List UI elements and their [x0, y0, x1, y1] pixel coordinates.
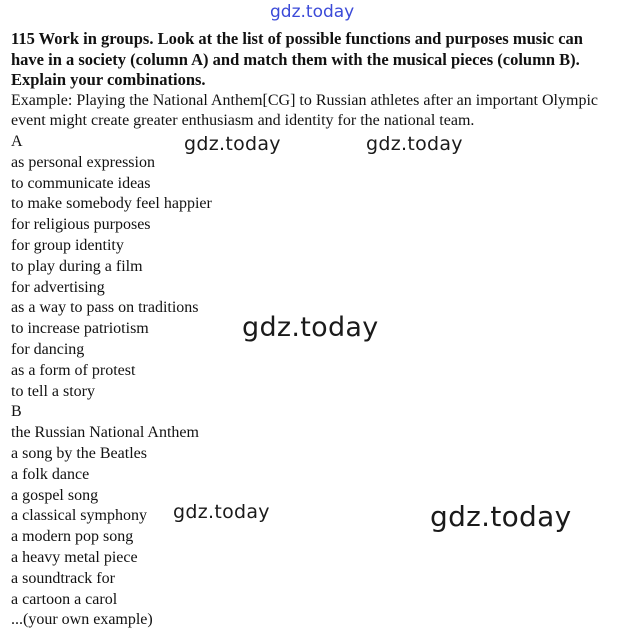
- list-item: as personal expression: [11, 153, 155, 171]
- list-item: to increase patriotism: [11, 320, 149, 338]
- list-item: a heavy metal piece: [11, 549, 138, 567]
- list-item: a song by the Beatles: [11, 445, 147, 463]
- list-item: a classical symphony: [11, 507, 147, 525]
- list-item: to play during a film: [11, 257, 143, 275]
- list-item: for dancing: [11, 341, 85, 359]
- list-item: ...(your own example): [11, 611, 153, 629]
- list-item: to tell a story: [11, 382, 95, 400]
- column-a-label: A: [11, 133, 23, 151]
- watermark-a1: gdz.today: [184, 133, 281, 155]
- list-item: as a way to pass on traditions: [11, 299, 199, 317]
- watermark-mid: gdz.today: [242, 312, 379, 343]
- list-item: as a form of protest: [11, 361, 136, 379]
- list-item: to communicate ideas: [11, 174, 151, 192]
- example-text: Example: Playing the National Anthem[CG] to Russian athletes after an important Olympic event might create greater enthusiasm and identity for the national team.: [11, 91, 598, 130]
- column-a: [11, 132, 619, 402]
- watermark-b1: gdz.today: [173, 501, 270, 523]
- task-heading: 115 Work in groups. Look at the list of possible functions and purposes music can have in a society (column A) and match them with the musical pieces (column B). Explain your combinations.: [11, 29, 583, 89]
- list-item: a modern pop song: [11, 528, 134, 546]
- watermark-a2: gdz.today: [366, 133, 463, 155]
- column-b-label: B: [11, 403, 22, 421]
- list-item: to make somebody feel happier: [11, 195, 212, 213]
- list-item: a gospel song: [11, 486, 99, 504]
- list-item: a cartoon a carol: [11, 590, 118, 608]
- list-item: for advertising: [11, 278, 105, 296]
- list-item: a folk dance: [11, 465, 90, 483]
- list-item: a soundtrack for: [11, 569, 115, 587]
- watermark-top: gdz.today: [270, 2, 355, 22]
- watermark-b2: gdz.today: [430, 500, 572, 533]
- list-item: for religious purposes: [11, 216, 151, 234]
- list-item: for group identity: [11, 237, 124, 255]
- list-item: the Russian National Anthem: [11, 424, 199, 442]
